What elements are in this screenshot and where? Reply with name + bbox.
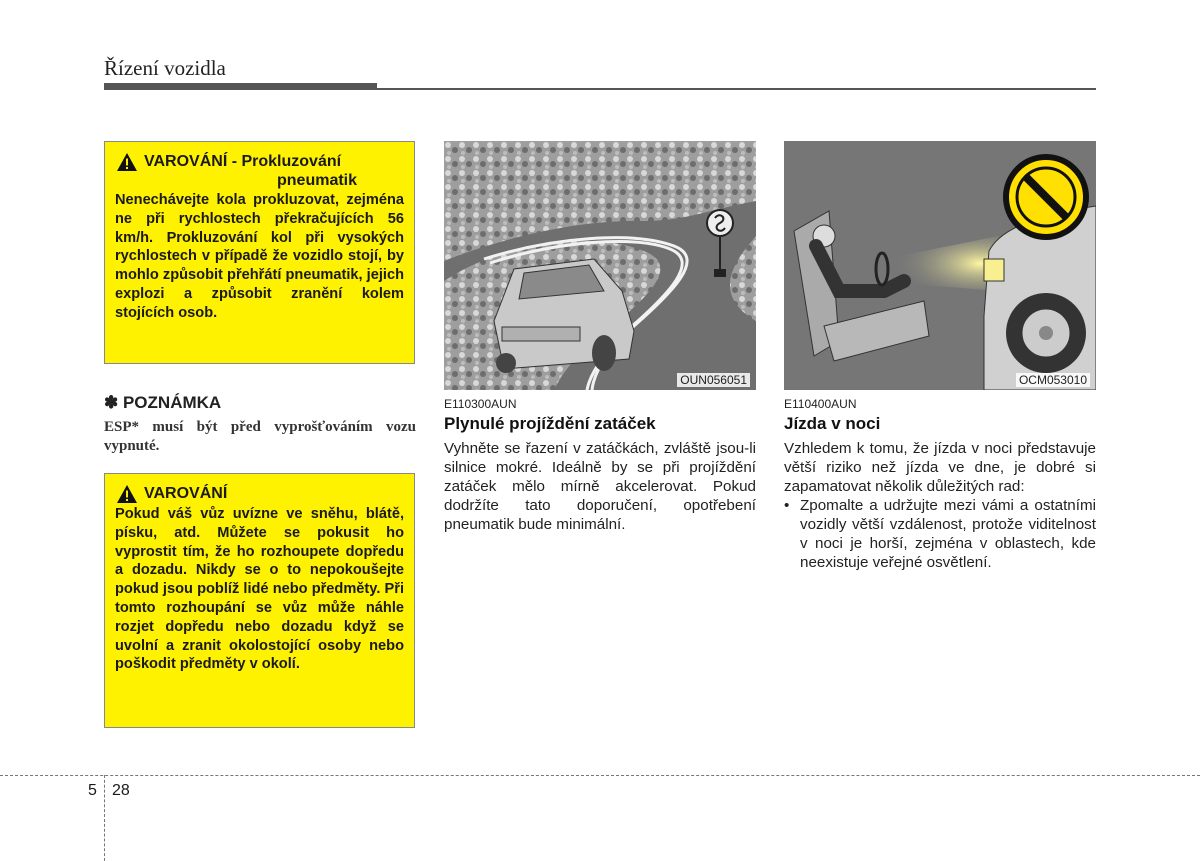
warning-title: VAROVÁNÍ - Prokluzování <box>144 153 342 170</box>
page-number: 28 <box>112 782 130 799</box>
chapter-number: 5 <box>88 782 97 799</box>
figure-code: OCM053010 <box>1016 373 1090 387</box>
bullet-icon: • <box>784 497 790 514</box>
warning-box-tire-spin <box>104 141 415 364</box>
list-item <box>784 496 1096 572</box>
section-title: Jízda v noci <box>784 414 881 433</box>
warning-triangle-icon <box>116 484 138 504</box>
section-body: Vyhněte se řazení v zatáčkách, zvláště jsou-li silnice mokré. Ideálně by se při projíždění zatáček mělo mírně akcelerovat. Pokud dodržíte tato doporučení, opotřebení pneumatik bude minimální. <box>444 440 756 533</box>
warning-title-line2: pneumatik <box>277 172 358 189</box>
warning-body: Nenechávejte kola prokluzovat, zejména ne při rychlostech překračujících 56 km/h. Prokluzování kol při vysokých rychlostech v případě že vozidlo stojí, by mohlo způsobit přehřátí pneumatik, jejich explozi a způsobit zranění kolem stojících osob. <box>115 192 404 321</box>
warning-title: VAROVÁNÍ <box>144 485 228 502</box>
warning-triangle-icon <box>116 152 138 172</box>
figure-code: OUN056051 <box>677 373 750 387</box>
section-body-night <box>784 439 1096 572</box>
page-title: Řízení vozidla <box>104 56 226 80</box>
figure-night-driving <box>784 141 1096 390</box>
section-code: E110400AUN <box>784 397 857 411</box>
note-heading: ✽ POZNÁMKA <box>104 393 222 412</box>
warning-box-rocking <box>104 473 415 728</box>
section-title: Plynulé projíždění zatáček <box>444 414 656 433</box>
footer-vertical-divider <box>104 775 105 861</box>
list-item-text: Zpomalte a udržujte mezi vámi a ostatními vozidly větší vzdálenost, protože viditelnost v noci je horší, zejména v oblastech, kde neexistuje veřejné osvětlení. <box>800 497 1096 571</box>
warning-body: Pokud váš vůz uvízne ve sněhu, blátě, písku, atd. Můžete se pokusit ho vyprostit tím, že ho rozhoupete dopředu a dozadu. Nikdy se o to nepokoušejte pokud jsou poblíž lidé nebo předměty. Při tomto rozhoupání se vůz může náhle rozjet dopředu nebo dozadu když se uvolní a zranit okolostojící osoby nebo poškodit předměty v okolí. <box>115 506 404 673</box>
section-code: E110300AUN <box>444 397 517 411</box>
note-body: ESP* musí být před vyprošťováním vozu vypnuté. <box>104 419 416 454</box>
figure-winding-road <box>444 141 756 390</box>
header-rule <box>104 88 1096 90</box>
section-body: Vzhledem k tomu, že jízda v noci představuje větší riziko než jízda ve dne, je dobré si zapamatovat několik důležitých rad: <box>784 440 1096 495</box>
footer-divider <box>0 775 1200 776</box>
